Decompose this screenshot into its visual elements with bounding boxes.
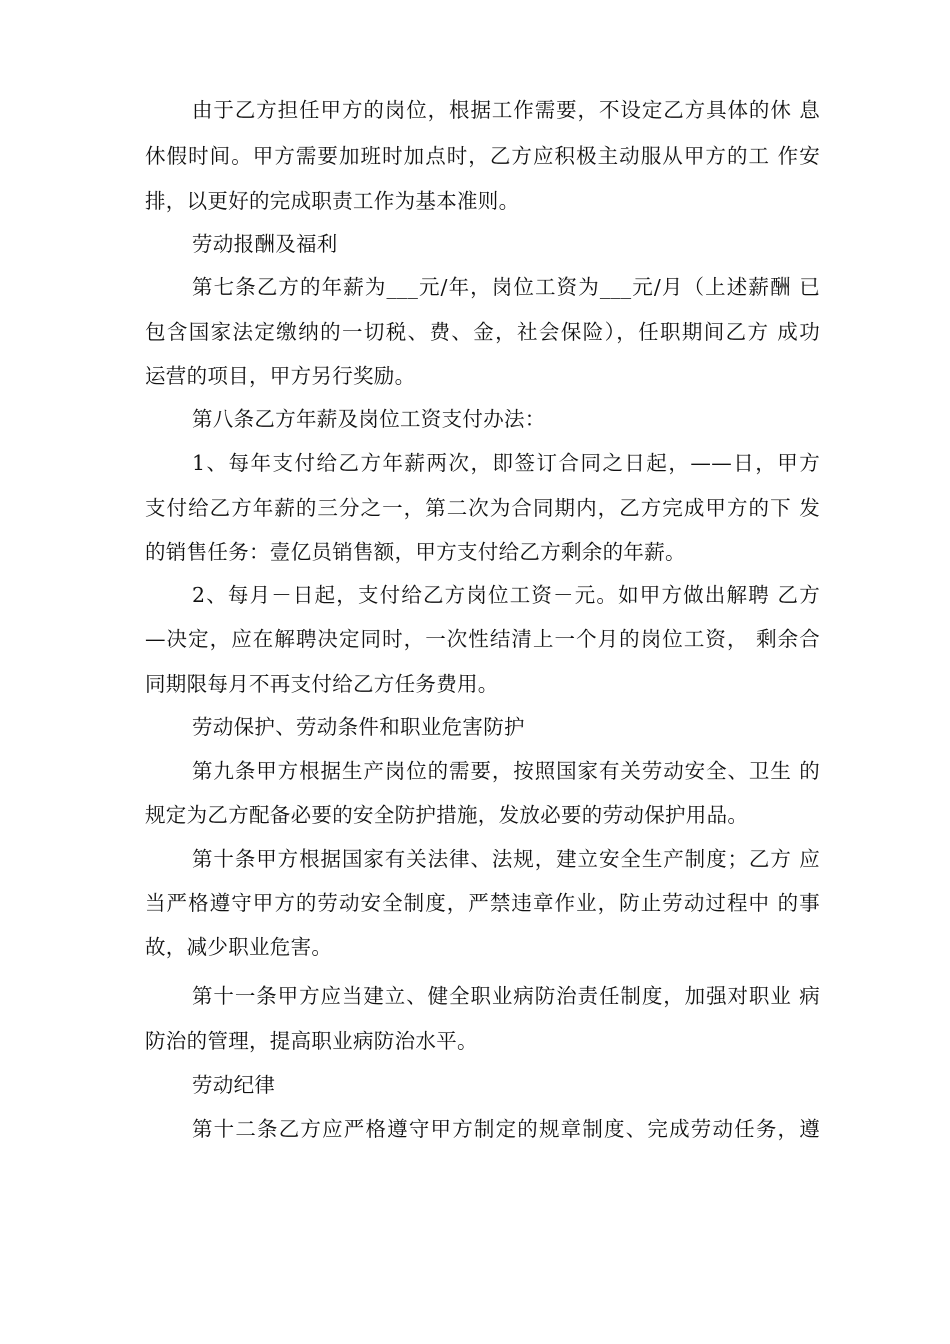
paragraph-line: 支付给乙方年薪的三分之一，第二次为合同期内，乙方完成甲方的下 发: [145, 496, 820, 520]
section-heading: 劳动报酬及福利: [192, 232, 338, 256]
paragraph-line: 当严格遵守甲方的劳动安全制度，严禁违章作业，防止劳动过程中 的事: [145, 891, 820, 915]
section-heading: 劳动保护、劳动条件和职业危害防护: [192, 715, 525, 739]
paragraph-line: 运营的项目，甲方另行奖励。: [145, 364, 416, 388]
paragraph-line: 第七条乙方的年薪为___元/年，岗位工资为___元/月（上述薪酬 已: [192, 275, 820, 299]
paragraph-line: —决定，应在解聘决定同时，一次性结清上一个月的岗位工资， 剩余合: [145, 627, 820, 651]
paragraph-line: 1、每年支付给乙方年薪两次，即签订合同之日起，——日，甲方: [192, 451, 820, 475]
paragraph-line: 第十二条乙方应严格遵守甲方制定的规章制度、完成劳动任务，遵: [192, 1117, 820, 1141]
paragraph-line: 第十条甲方根据国家有关法律、法规，建立安全生产制度；乙方 应: [192, 847, 820, 871]
paragraph-line: 规定为乙方配备必要的安全防护措施，发放必要的劳动保护用品。: [145, 803, 749, 827]
paragraph-line: 排，以更好的完成职责工作为基本准则。: [145, 189, 520, 213]
paragraph-line: 第十一条甲方应当建立、健全职业病防治责任制度，加强对职业 病: [192, 984, 820, 1008]
paragraph-line: 同期限每月不再支付给乙方任务费用。: [145, 672, 499, 696]
paragraph-line: 的销售任务：壹亿员销售额，甲方支付给乙方剩余的年薪。: [145, 540, 686, 564]
paragraph-line: 休假时间。甲方需要加班时加点时，乙方应积极主动服从甲方的工 作安: [145, 144, 820, 168]
paragraph-line: 第八条乙方年薪及岗位工资支付办法：: [192, 407, 546, 431]
section-heading: 劳动纪律: [192, 1073, 276, 1097]
paragraph-line: 故，减少职业危害。: [145, 935, 333, 959]
paragraph-line: 防治的管理，提高职业病防治水平。: [145, 1029, 478, 1053]
paragraph-line: 2、每月－日起，支付给乙方岗位工资－元。如甲方做出解聘 乙方: [192, 583, 820, 607]
paragraph-line: 第九条甲方根据生产岗位的需要，按照国家有关劳动安全、卫生 的: [192, 759, 820, 783]
paragraph-line: 由于乙方担任甲方的岗位，根据工作需要，不设定乙方具体的休 息: [192, 98, 820, 122]
paragraph-line: 包含国家法定缴纳的一切税、费、金，社会保险），任职期间乙方 成功: [145, 320, 820, 344]
